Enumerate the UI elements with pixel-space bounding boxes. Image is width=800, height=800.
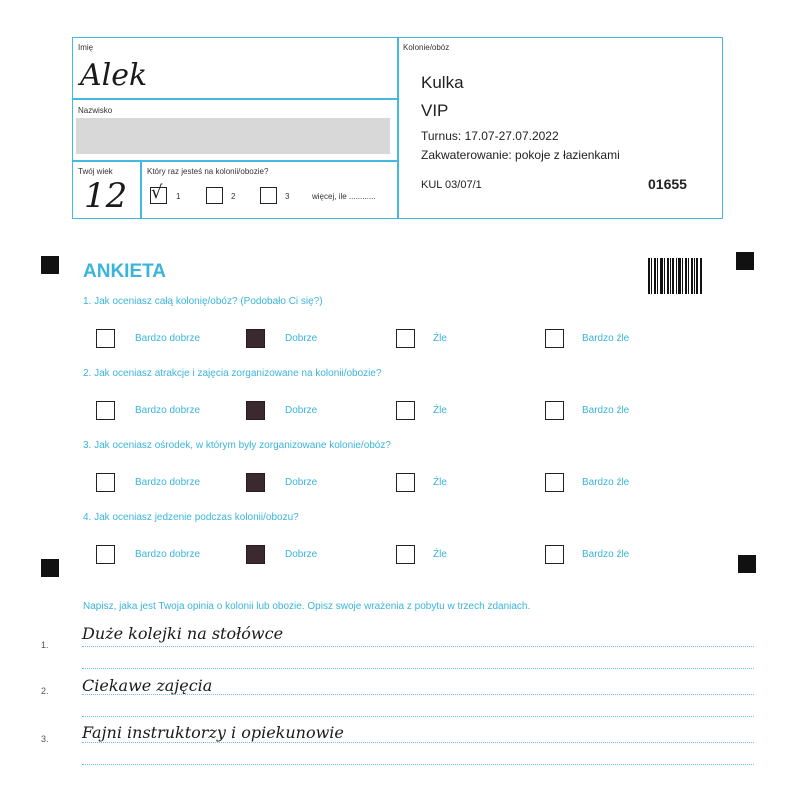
check-mark-icon: √ [151,182,163,203]
imie-label: Imię [78,43,94,52]
answer-checkbox[interactable] [96,329,115,348]
registration-marker [41,559,59,577]
opinion-number-1: 1. [41,640,49,650]
answer-checkbox[interactable] [396,473,415,492]
opinion-answer-3[interactable]: Fajni instruktorzy i opiekunowie [82,723,344,742]
answer-checkbox[interactable] [396,545,415,564]
registration-marker [736,252,754,270]
opinion-number-2: 2. [41,686,49,696]
answer-option-label: Dobrze [285,549,318,560]
barcode-icon [648,258,702,294]
registration-marker [41,256,59,274]
registration-marker [738,555,756,573]
answer-option-label: Źle [433,333,447,344]
dotted-line [82,694,754,695]
camp-name: Kulka [421,73,464,92]
question-text: 4. Jak oceniasz jedzenie podczas kolonii/obozu? [83,512,299,523]
form-number: 01655 [648,176,687,192]
answer-option-label: Źle [433,405,447,416]
ktory-raz-checkbox-2[interactable] [206,187,223,204]
answer-option-label: Bardzo źle [582,477,630,488]
answer-option-label: Bardzo dobrze [135,405,201,416]
answer-checkbox[interactable] [246,473,265,492]
answer-checkbox[interactable] [96,545,115,564]
ktory-raz-label: Który raz jesteś na kolonii/obozie? [147,167,269,176]
answer-checkbox[interactable] [545,473,564,492]
answer-option-label: Bardzo źle [582,549,630,560]
question-text: 1. Jak oceniasz całą kolonię/obóz? (Podobało Ci się?) [83,296,323,307]
answer-option-label: Bardzo źle [582,333,630,344]
header-divider-age [140,160,142,218]
answer-option-label: Dobrze [285,333,318,344]
answer-option-label: Źle [433,477,447,488]
header-divider-2 [72,160,398,162]
answer-checkbox[interactable] [396,401,415,420]
answer-option-label: Źle [433,549,447,560]
dotted-line [82,716,754,717]
imie-value: Alek [80,58,148,93]
camp-code: KUL 03/07/1 [421,179,482,191]
kolonia-label: Kolonie/obóz [403,43,450,52]
answer-checkbox[interactable] [96,473,115,492]
answer-option-label: Bardzo źle [582,405,630,416]
answer-checkbox[interactable] [545,401,564,420]
dotted-line [82,668,754,669]
camp-type: VIP [421,101,449,120]
answer-checkbox[interactable] [545,329,564,348]
zakwaterowanie: Zakwaterowanie: pokoje z łazienkami [421,148,620,162]
ktory-raz-option-3: 3 [285,192,290,201]
wiecej-label: więcej, ile ............ [312,192,376,201]
dotted-line [82,742,754,743]
opinion-answer-2[interactable]: Ciekawe zajęcia [82,676,213,695]
dotted-line [82,646,754,647]
wiek-value: 12 [84,176,128,216]
opinion-number-3: 3. [41,734,49,744]
dotted-line [82,764,754,765]
question-text: 3. Jak oceniasz ośrodek, w którym były zorganizowane kolonie/obóz? [83,440,391,451]
answer-checkbox[interactable] [246,401,265,420]
answer-option-label: Bardzo dobrze [135,549,201,560]
answer-option-label: Dobrze [285,405,318,416]
opinion-prompt: Napisz, jaka jest Twoja opinia o kolonii lub obozie. Opisz swoje wrażenia z pobytu w trzech zdaniach. [83,601,531,612]
answer-checkbox[interactable] [96,401,115,420]
answer-option-label: Dobrze [285,477,318,488]
survey-title: ANKIETA [83,261,167,282]
answer-checkbox[interactable] [545,545,564,564]
header-divider-vertical [397,37,399,218]
nazwisko-redaction [76,118,390,154]
answer-checkbox[interactable] [396,329,415,348]
answer-option-label: Bardzo dobrze [135,333,201,344]
ktory-raz-checkbox-3[interactable] [260,187,277,204]
wiek-label: Twój wiek [78,167,113,176]
answer-checkbox[interactable] [246,545,265,564]
answer-option-label: Bardzo dobrze [135,477,201,488]
header-divider-1 [72,98,398,100]
opinion-answer-1[interactable]: Duże kolejki na stołówce [82,624,284,643]
nazwisko-label: Nazwisko [78,106,113,115]
turnus: Turnus: 17.07-27.07.2022 [421,129,559,143]
answer-checkbox[interactable] [246,329,265,348]
question-text: 2. Jak oceniasz atrakcje i zajęcia zorganizowane na kolonii/obozie? [83,368,382,379]
ktory-raz-option-2: 2 [231,192,236,201]
ktory-raz-option-1: 1 [176,192,181,201]
